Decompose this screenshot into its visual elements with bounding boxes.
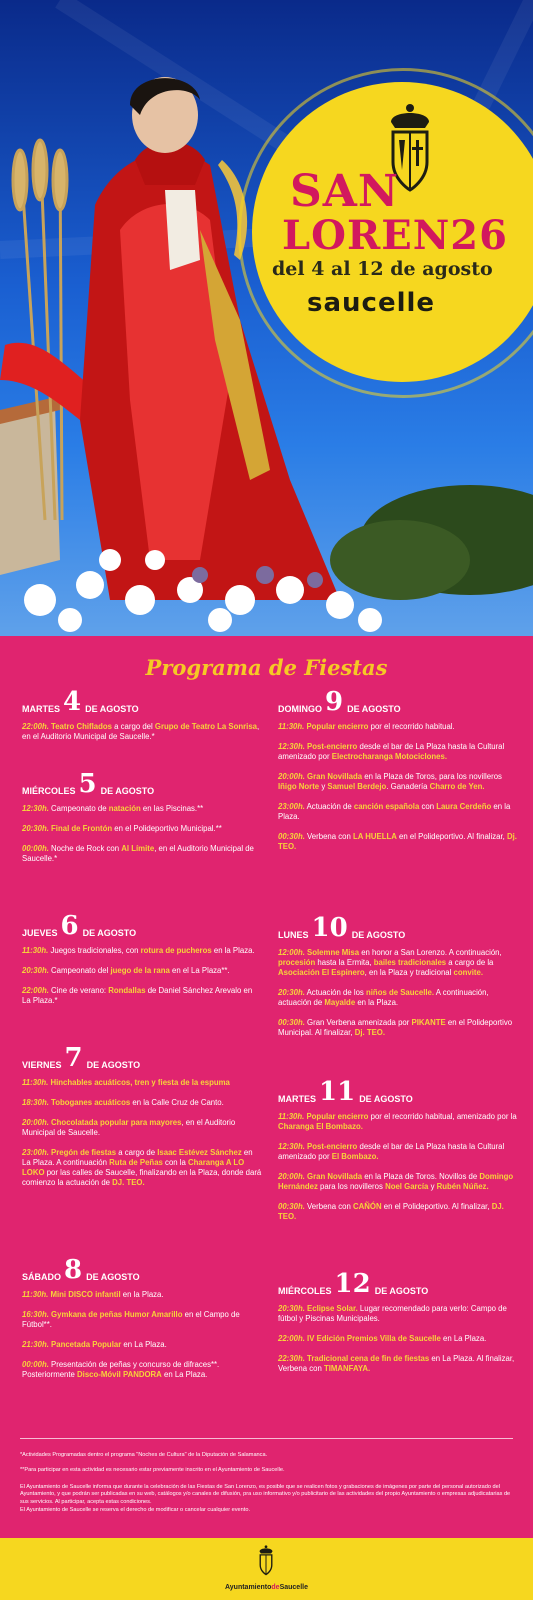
- event-item: [22, 1118, 262, 1138]
- day-4: [22, 688, 262, 752]
- event-highlight: Post-encierro: [304, 742, 358, 751]
- event-highlight: CAÑÓN: [353, 1202, 382, 1211]
- event-highlight: Solemne Misa: [304, 948, 360, 957]
- day-name: MARTES: [278, 1094, 316, 1104]
- event-highlight: Noel García: [385, 1182, 429, 1191]
- day-name: MARTES: [22, 704, 60, 714]
- event-text: y: [428, 1182, 437, 1191]
- event-highlight: rotura de pucheros: [140, 946, 212, 955]
- event-highlight: canción española: [353, 802, 420, 811]
- event-text: hasta la Ermita,: [315, 958, 374, 967]
- event-item: [278, 802, 518, 822]
- day-header: [278, 913, 518, 943]
- event-text: , en la Plaza y tradicional: [364, 968, 454, 977]
- event-text: , en el Auditorio Municipal de Saucelle.*: [22, 722, 260, 741]
- event-time: 16:30h.: [22, 1310, 49, 1319]
- event-list: [22, 1078, 262, 1188]
- day-number: 10: [311, 913, 348, 943]
- divider: [20, 1438, 513, 1439]
- event-highlight: Rubén Núñez.: [436, 1182, 489, 1191]
- day-month: DE AGOSTO: [359, 1094, 413, 1104]
- note-inscripcion: **Para participar en esta actividad es necesario estar previamente inscrito en el Ayuntamiento de Saucelle.: [20, 1467, 285, 1473]
- event-item: [278, 1112, 518, 1132]
- event-highlight: DJ. TEO.: [278, 1202, 504, 1221]
- event-highlight: Electrocharanga Motociclones.: [331, 752, 448, 761]
- day-9: [278, 688, 518, 862]
- event-item: [22, 824, 262, 834]
- event-item: [22, 1148, 262, 1188]
- event-text: en la Plaza.: [211, 946, 255, 955]
- event-item: [278, 772, 518, 792]
- day-month: DE AGOSTO: [374, 1286, 429, 1296]
- event-highlight: Iñigo Norte: [278, 782, 320, 791]
- event-highlight: Teatro Chiflados: [48, 722, 112, 731]
- event-highlight: Al Límite: [121, 844, 155, 853]
- day-month: DE AGOSTO: [347, 704, 401, 714]
- event-text: por las calles de Saucelle, finalizando en la Plaza, donde dará comienzo la actuación de: [22, 1168, 262, 1187]
- event-highlight: bailes tradicionales: [373, 958, 447, 967]
- event-text: en La Plaza.: [121, 1340, 167, 1349]
- coat-of-arms-icon: [254, 1544, 278, 1578]
- event-list: [278, 722, 518, 852]
- event-text: en el Polideportivo. Al finalizar,: [396, 832, 507, 841]
- event-text: Presentación de peñas y concurso de difraces**. Posteriormente: [22, 1360, 220, 1379]
- event-text: en el La Plaza**.: [169, 966, 230, 975]
- event-text: Lugar recomendado para verlo: Campo de fútbol y Piscinas Municipales.: [278, 1304, 507, 1323]
- event-time: 22:30h.: [278, 1354, 305, 1363]
- event-highlight: DJ. TEO.: [112, 1178, 145, 1187]
- event-text: y: [319, 782, 328, 791]
- event-time: 20:30h.: [22, 824, 49, 833]
- event-item: [22, 1360, 262, 1380]
- event-text: , en el Auditorio Municipal de Saucelle.*: [22, 844, 254, 863]
- day-number: 9: [325, 687, 344, 717]
- event-time: 18:30h.: [22, 1098, 49, 1107]
- event-time: 20:00h.: [22, 1118, 49, 1127]
- day-month: DE AGOSTO: [351, 930, 406, 940]
- event-list: [22, 1290, 262, 1380]
- event-highlight: LA HUELLA: [353, 832, 397, 841]
- event-time: 00:30h.: [278, 1018, 305, 1027]
- event-item: [278, 742, 518, 762]
- event-time: 20:00h.: [278, 772, 305, 781]
- day-number: 6: [60, 911, 79, 941]
- event-item: [278, 1354, 518, 1374]
- day-header: [22, 1043, 262, 1073]
- event-text: en la Plaza.: [120, 1290, 164, 1299]
- event-highlight: IV Edición Premios Villa de Saucelle: [304, 1334, 441, 1343]
- event-highlight: Rondallas: [108, 986, 146, 995]
- footer-text-part2: de: [271, 1584, 280, 1591]
- event-highlight: Isaac Estévez Sánchez: [157, 1148, 242, 1157]
- footer-text-part3: Saucelle: [279, 1584, 308, 1591]
- event-time: 12:30h.: [278, 742, 305, 751]
- event-text: a cargo de la: [446, 958, 494, 967]
- event-item: [278, 1334, 518, 1344]
- event-time: 20:30h.: [278, 988, 305, 997]
- program-title: Programa de Fiestas: [145, 655, 388, 680]
- event-text: Verbena con: [304, 1202, 353, 1211]
- event-text: Actuación de los: [304, 988, 366, 997]
- event-item: [22, 1098, 262, 1108]
- event-highlight: Ruta de Peñas: [109, 1158, 163, 1167]
- day-name: VIERNES: [22, 1060, 62, 1070]
- event-highlight: Mayalde: [324, 998, 356, 1007]
- event-highlight: Disco-Móvil PANDORA: [77, 1370, 162, 1379]
- event-text: por el recorrido habitual.: [368, 722, 455, 731]
- day-11: [278, 1078, 518, 1232]
- event-text: A continuación, actuación de: [278, 988, 489, 1007]
- event-text: desde el bar de La Plaza hasta la Cultural amenizado por: [278, 742, 505, 761]
- event-time: 20:30h.: [278, 1304, 305, 1313]
- event-highlight: TIMANFAYA.: [323, 1364, 371, 1373]
- day-header: [22, 687, 262, 717]
- event-highlight: Toboganes acuáticos: [48, 1098, 131, 1107]
- event-highlight: Samuel Berdejo: [327, 782, 387, 791]
- hero-banner: [0, 0, 533, 636]
- event-highlight: niños de Saucelle.: [366, 988, 435, 997]
- day-name: DOMINGO: [278, 704, 322, 714]
- day-number: 5: [78, 769, 97, 799]
- event-item: [22, 1290, 262, 1300]
- event-highlight: Charro de Yen.: [429, 782, 485, 791]
- day-number: 12: [334, 1269, 371, 1299]
- event-item: [22, 966, 262, 976]
- event-text: desde el bar de La Plaza hasta la Cultural amenizado por: [278, 1142, 505, 1161]
- event-text: a cargo del: [111, 722, 155, 731]
- day-10: [278, 914, 518, 1048]
- event-highlight: Tradicional cena de fin de fiestas: [304, 1354, 430, 1363]
- event-time: 22:00h.: [278, 1334, 305, 1343]
- event-highlight: Hinchables acuáticos, tren y fiesta de la espuma: [48, 1078, 230, 1087]
- event-time: 20:30h.: [22, 966, 49, 975]
- day-name: MIÉRCOLES: [22, 786, 76, 796]
- event-text: con la: [162, 1158, 189, 1167]
- event-highlight: PIKANTE: [411, 1018, 446, 1027]
- event-text: para los novilleros: [317, 1182, 386, 1191]
- day-number: 7: [64, 1043, 83, 1073]
- event-text: en la Calle Cruz de Canto.: [130, 1098, 224, 1107]
- event-text: por el recorrido habitual, amenizado por la: [368, 1112, 517, 1121]
- day-12: [278, 1270, 518, 1384]
- event-text: Noche de Rock con: [48, 844, 122, 853]
- event-time: 20:00h.: [278, 1172, 305, 1181]
- event-text: en La Plaza. A continuación: [22, 1148, 253, 1167]
- footer-logo-text: [0, 1584, 533, 1591]
- day-header: [22, 769, 262, 799]
- day-7: [22, 1044, 262, 1198]
- title-san: SAN: [290, 166, 400, 217]
- day-month: DE AGOSTO: [86, 1060, 141, 1070]
- event-highlight: Charanga El Bombazo.: [278, 1122, 363, 1131]
- event-item: [278, 832, 518, 852]
- event-list: [22, 946, 262, 1006]
- event-item: [22, 1340, 262, 1350]
- event-highlight: Popular encierro: [304, 722, 369, 731]
- event-highlight: El Bombazo.: [331, 1152, 379, 1161]
- event-time: 11:30h.: [278, 722, 305, 731]
- event-text: en la Plaza de Toros. Novillos de: [362, 1172, 480, 1181]
- event-highlight: Dj. TEO.: [278, 832, 517, 851]
- day-8: [22, 1256, 262, 1390]
- festival-dates: del 4 al 12 de agosto: [272, 258, 493, 280]
- event-item: [22, 1078, 262, 1088]
- event-time: 23:00h.: [22, 1148, 49, 1157]
- event-text: en La Plaza. Al finalizar, Verbena con: [278, 1354, 515, 1373]
- event-item: [278, 1142, 518, 1162]
- day-name: JUEVES: [22, 928, 58, 938]
- title-loren26: LOREN26: [282, 212, 508, 259]
- event-item: [278, 1304, 518, 1324]
- day-header: [278, 687, 518, 717]
- event-time: 22:00h.: [22, 986, 49, 995]
- day-header: [278, 1077, 518, 1107]
- event-highlight: juego de la rana: [110, 966, 170, 975]
- event-list: [22, 804, 262, 864]
- event-item: [22, 844, 262, 864]
- town-name: saucelle: [307, 288, 436, 318]
- event-time: 12:30h.: [22, 804, 49, 813]
- event-item: [278, 1018, 518, 1038]
- event-time: 00:30h.: [278, 832, 305, 841]
- event-item: [22, 1310, 262, 1330]
- event-highlight: Gran Novillada: [304, 1172, 363, 1181]
- event-time: 21:30h.: [22, 1340, 49, 1349]
- event-item: [22, 986, 262, 1006]
- event-highlight: Gran Novillada: [304, 772, 363, 781]
- event-highlight: Gymkana de peñas Humor Amarillo: [48, 1310, 183, 1319]
- event-text: en las Piscinas.**: [140, 804, 204, 813]
- event-text: en el Polideportivo Municipal.**: [112, 824, 222, 833]
- event-text: en la Plaza.: [278, 802, 511, 821]
- note-imagenes: El Ayuntamiento de Saucelle informa que durante la celebración de las Fiestas de San Lorenzo, es posible que se realicen fotos y grabaciones de imágenes por parte del personal autorizado del Ayuntamiento, y que podrán ser publicadas en su web, catálogos y/o canales de difusión, pra uso informativo y/o publicitario de las actividades del propio Ayuntamiento o empresas adjudicatarias de sus servicios. Al participar, acepta estas condiciones.: [20, 1484, 511, 1505]
- event-item: [22, 946, 262, 956]
- event-text: de Daniel Sánchez Arevalo en La Plaza.*: [22, 986, 253, 1005]
- event-list: [278, 1112, 518, 1222]
- event-text: Gran Verbena amenizada por: [304, 1018, 412, 1027]
- event-text: Campeonato del: [48, 966, 111, 975]
- event-highlight: Popular encierro: [304, 1112, 369, 1121]
- event-time: 11:30h.: [22, 946, 49, 955]
- footer-text-part1: Ayuntamiento: [224, 1584, 272, 1591]
- day-name: MIÉRCOLES: [278, 1286, 332, 1296]
- event-highlight: Pregón de fiestas: [48, 1148, 117, 1157]
- event-text: con: [419, 802, 437, 811]
- event-time: 12:00h.: [278, 948, 305, 957]
- event-highlight: Laura Cerdeño: [436, 802, 492, 811]
- event-time: 00:30h.: [278, 1202, 305, 1211]
- event-text: Cine de verano:: [48, 986, 109, 995]
- event-text: en la Plaza.: [355, 998, 399, 1007]
- event-item: [278, 722, 518, 732]
- event-highlight: Final de Frontón: [48, 824, 113, 833]
- event-text: en La Plaza.: [161, 1370, 208, 1379]
- day-number: 11: [319, 1077, 356, 1107]
- day-name: LUNES: [278, 930, 309, 940]
- note-reserva: El Ayuntamiento de Saucelle se reserva el derecho de modificar o cancelar cualquier evento.: [20, 1507, 250, 1513]
- day-name: SÁBADO: [22, 1272, 62, 1282]
- day-month: DE AGOSTO: [100, 786, 155, 796]
- event-time: 22:00h.: [22, 722, 49, 731]
- day-month: DE AGOSTO: [86, 1272, 140, 1282]
- event-highlight: Dj. TEO.: [354, 1028, 386, 1037]
- event-highlight: convite.: [453, 968, 483, 977]
- event-item: [22, 804, 262, 814]
- note-cultura: *Actividades Programadas dentro el programa "Noches de Cultura" de la Diputación de Salamanca.: [20, 1452, 268, 1458]
- event-text: a cargo de: [116, 1148, 158, 1157]
- event-item: [278, 1172, 518, 1192]
- event-time: 00:00h.: [22, 1360, 49, 1369]
- event-highlight: Charanga A LO LOKO: [22, 1158, 245, 1177]
- event-list: [278, 948, 518, 1038]
- event-highlight: Asociación El Espinero: [278, 968, 365, 977]
- event-highlight: Domingo Hernández: [278, 1172, 514, 1191]
- event-text: Juegos tradicionales, con: [48, 946, 141, 955]
- event-text: Actuación de: [304, 802, 354, 811]
- event-time: 23:00h.: [278, 802, 305, 811]
- event-time: 00:00h.: [22, 844, 49, 853]
- day-month: DE AGOSTO: [85, 704, 139, 714]
- event-highlight: Mini DISCO infantil: [48, 1290, 121, 1299]
- event-text: , en el Auditorio Municipal de Saucelle.: [22, 1118, 236, 1137]
- event-highlight: natación: [108, 804, 141, 813]
- day-month: DE AGOSTO: [82, 928, 137, 938]
- day-header: [22, 1255, 262, 1285]
- event-list: [278, 1304, 518, 1374]
- event-text: en el Campo de Fútbol**.: [22, 1310, 240, 1329]
- footer: [0, 1538, 533, 1600]
- day-number: 8: [64, 1255, 83, 1285]
- event-text: en la Plaza de Toros, para los novilleros: [362, 772, 502, 781]
- day-header: [278, 1269, 518, 1299]
- event-highlight: Pancetada Popular: [48, 1340, 122, 1349]
- event-item: [278, 948, 518, 978]
- event-text: en honor a San Lorenzo. A continuación,: [359, 948, 502, 957]
- event-time: 11:30h.: [278, 1112, 305, 1121]
- day-6: [22, 912, 262, 1016]
- event-time: 11:30h.: [22, 1290, 49, 1299]
- event-highlight: Grupo de Teatro La Sonrisa: [154, 722, 258, 731]
- event-text: en el Polideportivo Municipal. Al finalizar,: [278, 1018, 513, 1037]
- event-highlight: Post-encierro: [304, 1142, 358, 1151]
- event-time: 11:30h.: [22, 1078, 49, 1087]
- event-text: en el Polideportivo. Al finalizar,: [381, 1202, 492, 1211]
- event-text: Campeonato de: [48, 804, 109, 813]
- event-highlight: Chocolatada popular para mayores: [48, 1118, 182, 1127]
- event-text: Verbena con: [304, 832, 353, 841]
- event-highlight: procesión: [278, 958, 316, 967]
- day-header: [22, 911, 262, 941]
- event-highlight: Eclipse Solar.: [304, 1304, 358, 1313]
- event-text: en La Plaza.: [440, 1334, 487, 1343]
- day-number: 4: [63, 687, 82, 717]
- event-text: . Ganadería: [386, 782, 430, 791]
- event-item: [278, 988, 518, 1008]
- event-item: [22, 722, 262, 742]
- day-5: [22, 770, 262, 874]
- event-time: 12:30h.: [278, 1142, 305, 1151]
- event-item: [278, 1202, 518, 1222]
- event-list: [22, 722, 262, 742]
